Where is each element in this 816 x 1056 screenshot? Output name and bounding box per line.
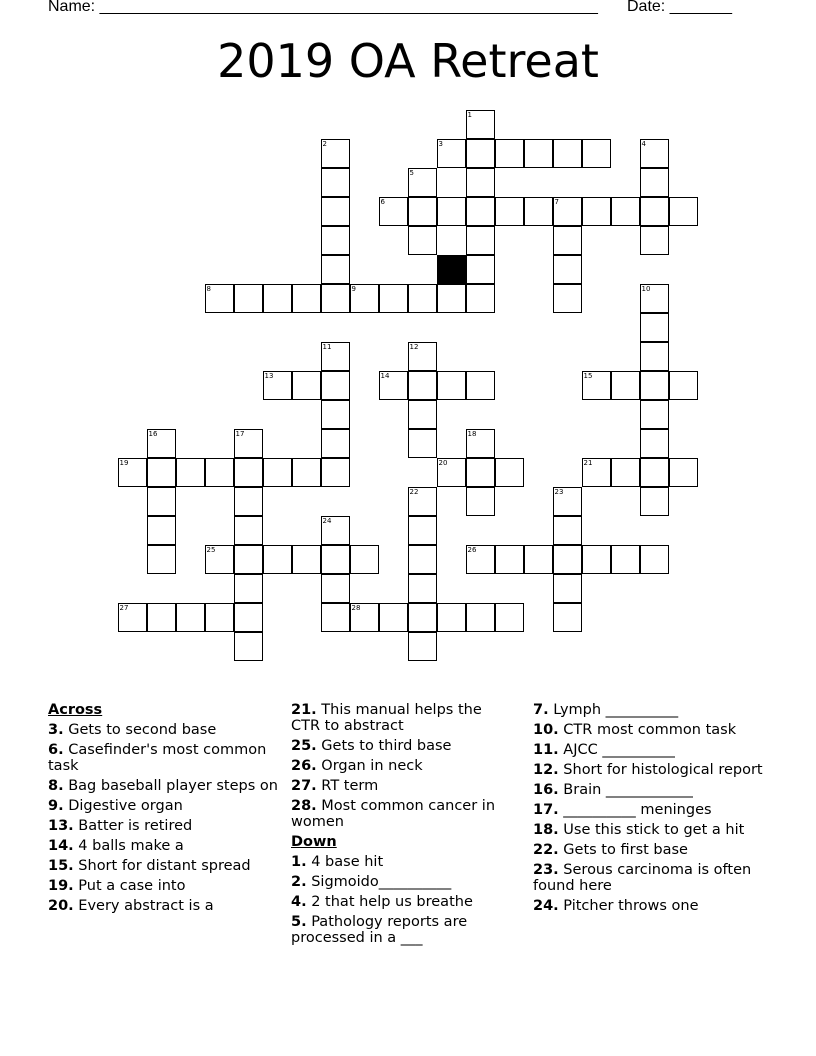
clue-number: 8. — [48, 778, 64, 794]
grid-cell[interactable] — [640, 458, 669, 487]
grid-cell[interactable] — [437, 139, 466, 168]
grid-cell[interactable] — [466, 371, 495, 400]
clue-column-2 — [291, 702, 506, 950]
clue-item — [48, 898, 278, 914]
clue-item — [533, 802, 768, 818]
grid-cell[interactable] — [321, 342, 350, 371]
date-field-label: Date: _______ — [627, 0, 732, 15]
clue-text: Serous carcinoma is often found here — [533, 862, 752, 894]
grid-cell[interactable] — [176, 603, 205, 632]
cell-number: 27 — [119, 603, 129, 612]
grid-cell[interactable] — [408, 545, 437, 574]
grid-cell[interactable] — [495, 545, 524, 574]
grid-cell[interactable] — [466, 139, 495, 168]
grid-cell[interactable] — [640, 400, 669, 429]
grid-cell[interactable] — [611, 458, 640, 487]
clue-number: 22. — [533, 842, 559, 858]
clue-number: 19. — [48, 878, 74, 894]
clue-text: CTR most common task — [558, 722, 737, 738]
grid-cell[interactable] — [379, 371, 408, 400]
cell-number: 14 — [380, 371, 390, 380]
grid-cell[interactable] — [495, 197, 524, 226]
grid-cell[interactable] — [640, 342, 669, 371]
grid-cell[interactable] — [205, 603, 234, 632]
clue-text: Short for histological report — [558, 762, 763, 778]
clue-item — [291, 702, 506, 734]
grid-cell[interactable] — [495, 139, 524, 168]
grid-cell[interactable] — [292, 284, 321, 313]
clue-item — [533, 822, 768, 838]
grid-cell[interactable] — [611, 197, 640, 226]
clue-text: Sigmoido__________ — [306, 874, 452, 890]
cell-number: 20 — [438, 458, 448, 467]
grid-cell[interactable] — [408, 487, 437, 516]
grid-cell[interactable] — [553, 487, 582, 516]
grid-cell[interactable] — [147, 487, 176, 516]
grid-cell[interactable] — [408, 574, 437, 603]
clue-number: 11. — [533, 742, 559, 758]
grid-cell[interactable] — [582, 545, 611, 574]
grid-cell[interactable] — [234, 458, 263, 487]
grid-cell[interactable] — [205, 545, 234, 574]
clue-text: Organ in neck — [316, 758, 423, 774]
grid-cell[interactable] — [466, 545, 495, 574]
grid-cell[interactable] — [408, 400, 437, 429]
grid-cell[interactable] — [553, 574, 582, 603]
grid-cell[interactable] — [205, 458, 234, 487]
clue-item — [533, 722, 768, 738]
clue-item — [291, 894, 506, 910]
grid-cell[interactable] — [524, 139, 553, 168]
clue-item — [291, 758, 506, 774]
clue-number: 13. — [48, 818, 74, 834]
grid-cell[interactable] — [640, 429, 669, 458]
clue-number: 10. — [533, 722, 559, 738]
cell-number: 8 — [206, 284, 211, 293]
clue-item — [48, 858, 278, 874]
clue-item — [533, 842, 768, 858]
grid-cell[interactable] — [321, 284, 350, 313]
clue-number: 20. — [48, 898, 74, 914]
grid-cell[interactable] — [234, 284, 263, 313]
grid-cell[interactable] — [408, 603, 437, 632]
grid-cell[interactable] — [640, 284, 669, 313]
clue-item — [533, 782, 768, 798]
clue-text: Digestive organ — [63, 798, 183, 814]
grid-cell[interactable] — [466, 226, 495, 255]
clue-text: Put a case into — [73, 878, 186, 894]
grid-cell[interactable] — [321, 429, 350, 458]
clue-number: 15. — [48, 858, 74, 874]
grid-cell[interactable] — [640, 487, 669, 516]
grid-cell[interactable] — [234, 516, 263, 545]
grid-cell[interactable] — [321, 545, 350, 574]
grid-cell[interactable] — [321, 603, 350, 632]
cell-number: 15 — [583, 371, 593, 380]
clue-text: Gets to second base — [63, 722, 217, 738]
name-field-label: Name: ________________________________________________________ — [48, 0, 598, 15]
clue-number: 23. — [533, 862, 559, 878]
grid-cell[interactable] — [379, 603, 408, 632]
clue-item — [291, 854, 506, 870]
grid-cell[interactable] — [321, 400, 350, 429]
cell-number: 12 — [409, 342, 419, 351]
grid-cell[interactable] — [408, 342, 437, 371]
cell-number: 7 — [554, 197, 559, 206]
grid-cell[interactable] — [321, 197, 350, 226]
cell-number: 25 — [206, 545, 216, 554]
grid-cell[interactable] — [466, 487, 495, 516]
clue-item — [48, 722, 278, 738]
grid-cell[interactable] — [437, 458, 466, 487]
grid-cell[interactable] — [321, 168, 350, 197]
clue-item — [291, 738, 506, 754]
cell-number: 26 — [467, 545, 477, 554]
cell-number: 17 — [235, 429, 245, 438]
cell-number: 10 — [641, 284, 651, 293]
clue-text: Bag baseball player steps on — [63, 778, 278, 794]
cell-number: 13 — [264, 371, 274, 380]
clue-text: Gets to first base — [558, 842, 688, 858]
grid-cell[interactable] — [466, 429, 495, 458]
grid-cell[interactable] — [321, 371, 350, 400]
grid-cell[interactable] — [611, 545, 640, 574]
grid-cell[interactable] — [205, 284, 234, 313]
grid-cell[interactable] — [640, 545, 669, 574]
clue-number: 21. — [291, 702, 317, 718]
grid-cell[interactable] — [466, 458, 495, 487]
grid-cell[interactable] — [263, 371, 292, 400]
grid-cell[interactable] — [640, 168, 669, 197]
grid-cell[interactable] — [582, 197, 611, 226]
grid-cell[interactable] — [582, 139, 611, 168]
grid-cell[interactable] — [466, 110, 495, 139]
clue-item — [291, 778, 506, 794]
grid-cell[interactable] — [147, 516, 176, 545]
clue-text: This manual helps the CTR to abstract — [291, 702, 482, 734]
clue-number: 12. — [533, 762, 559, 778]
clue-text: RT term — [316, 778, 379, 794]
cell-number: 6 — [380, 197, 385, 206]
cell-number: 23 — [554, 487, 564, 496]
grid-cell[interactable] — [321, 516, 350, 545]
grid-cell[interactable] — [466, 603, 495, 632]
clue-number: 24. — [533, 898, 559, 914]
grid-cell[interactable] — [524, 197, 553, 226]
grid-cell[interactable] — [234, 429, 263, 458]
grid-cell[interactable] — [234, 487, 263, 516]
cell-number: 2 — [322, 139, 327, 148]
clue-number: 14. — [48, 838, 74, 854]
grid-cell[interactable] — [321, 226, 350, 255]
grid-cell[interactable] — [408, 632, 437, 661]
clue-item — [48, 838, 278, 854]
grid-cell[interactable] — [553, 516, 582, 545]
cell-number: 16 — [148, 429, 158, 438]
grid-cell[interactable] — [321, 458, 350, 487]
clue-item — [533, 862, 768, 894]
clue-text: 4 base hit — [306, 854, 384, 870]
cell-number: 18 — [467, 429, 477, 438]
clue-number: 26. — [291, 758, 317, 774]
grid-cell[interactable] — [611, 371, 640, 400]
clue-column-1 — [48, 702, 278, 918]
grid-cell[interactable] — [379, 284, 408, 313]
clue-number: 4. — [291, 894, 307, 910]
grid-cell[interactable] — [292, 545, 321, 574]
clue-text: Batter is retired — [73, 818, 193, 834]
grid-cell[interactable] — [669, 197, 698, 226]
clue-number: 6. — [48, 742, 64, 758]
grid-cell[interactable] — [321, 574, 350, 603]
grid-cell[interactable] — [669, 458, 698, 487]
clue-number: 9. — [48, 798, 64, 814]
clue-item — [48, 818, 278, 834]
grid-cell[interactable] — [408, 226, 437, 255]
grid-cell[interactable] — [147, 603, 176, 632]
grid-cell[interactable] — [437, 197, 466, 226]
grid-cell[interactable] — [176, 458, 205, 487]
grid-cell[interactable] — [466, 284, 495, 313]
grid-cell[interactable] — [234, 574, 263, 603]
clue-text: Use this stick to get a hit — [558, 822, 745, 838]
grid-cell[interactable] — [582, 371, 611, 400]
grid-cell[interactable] — [466, 255, 495, 284]
grid-cell[interactable] — [408, 429, 437, 458]
clue-text: Pathology reports are processed in a ___ — [291, 914, 468, 946]
clue-number: 27. — [291, 778, 317, 794]
clue-text: 2 that help us breathe — [306, 894, 473, 910]
clue-text: Most common cancer in women — [291, 798, 496, 830]
grid-cell[interactable] — [466, 168, 495, 197]
grid-cell[interactable] — [263, 458, 292, 487]
grid-cell[interactable] — [553, 603, 582, 632]
clue-number: 2. — [291, 874, 307, 890]
clue-text: Gets to third base — [316, 738, 452, 754]
clue-text: Brain ____________ — [558, 782, 693, 798]
clue-item — [291, 798, 506, 830]
clue-number: 18. — [533, 822, 559, 838]
grid-cell[interactable] — [640, 139, 669, 168]
grid-cell[interactable] — [263, 284, 292, 313]
grid-cell[interactable] — [234, 603, 263, 632]
cell-number: 4 — [641, 139, 646, 148]
clue-column-3 — [533, 702, 768, 918]
grid-cell[interactable] — [118, 458, 147, 487]
grid-cell[interactable] — [234, 632, 263, 661]
grid-cell[interactable] — [292, 458, 321, 487]
grid-cell[interactable] — [640, 226, 669, 255]
clue-text: Lymph __________ — [548, 702, 679, 718]
grid-cell[interactable] — [640, 313, 669, 342]
cell-number: 22 — [409, 487, 419, 496]
clue-text: Short for distant spread — [73, 858, 251, 874]
grid-cell[interactable] — [408, 516, 437, 545]
clue-text: 4 balls make a — [73, 838, 184, 854]
clue-text: Casefinder's most common task — [48, 742, 267, 774]
grid-cell[interactable] — [553, 284, 582, 313]
grid-cell[interactable] — [437, 284, 466, 313]
clue-text: __________ meninges — [558, 802, 712, 818]
grid-cell[interactable] — [669, 371, 698, 400]
grid-cell[interactable] — [553, 255, 582, 284]
grid-cell[interactable] — [408, 284, 437, 313]
clue-item — [48, 798, 278, 814]
clue-number: 25. — [291, 738, 317, 754]
clue-number: 16. — [533, 782, 559, 798]
grid-cell[interactable] — [379, 197, 408, 226]
clue-number: 3. — [48, 722, 64, 738]
clue-item — [533, 762, 768, 778]
clue-section-heading: Down — [291, 834, 337, 850]
grid-cell[interactable] — [321, 139, 350, 168]
grid-cell[interactable] — [408, 168, 437, 197]
clue-item — [533, 898, 768, 914]
grid-cell[interactable] — [437, 603, 466, 632]
grid-cell[interactable] — [147, 458, 176, 487]
grid-cell[interactable] — [292, 371, 321, 400]
grid-cell[interactable] — [524, 545, 553, 574]
puzzle-title: 2019 OA Retreat — [217, 34, 599, 88]
grid-cell[interactable] — [553, 226, 582, 255]
cell-number: 24 — [322, 516, 332, 525]
grid-cell[interactable] — [495, 603, 524, 632]
clue-text: Every abstract is a — [73, 898, 214, 914]
clue-item — [48, 742, 278, 774]
clue-item — [291, 914, 506, 946]
cell-number: 28 — [351, 603, 361, 612]
cell-number: 5 — [409, 168, 414, 177]
grid-cell[interactable] — [234, 545, 263, 574]
grid-cell[interactable] — [553, 197, 582, 226]
cell-number: 21 — [583, 458, 593, 467]
grid-cell[interactable] — [640, 197, 669, 226]
cell-number: 9 — [351, 284, 356, 293]
clue-item — [291, 874, 506, 890]
clue-text: AJCC __________ — [558, 742, 675, 758]
grid-cell[interactable] — [350, 284, 379, 313]
cell-number: 1 — [467, 110, 472, 119]
grid-cell[interactable] — [321, 255, 350, 284]
grid-cell[interactable] — [263, 545, 292, 574]
grid-cell[interactable] — [466, 197, 495, 226]
black-cell — [437, 255, 466, 284]
clue-number: 17. — [533, 802, 559, 818]
clue-item — [533, 702, 768, 718]
grid-cell[interactable] — [437, 371, 466, 400]
cell-number: 19 — [119, 458, 129, 467]
grid-cell[interactable] — [118, 603, 147, 632]
clue-item — [48, 878, 278, 894]
cell-number: 3 — [438, 139, 443, 148]
grid-cell[interactable] — [495, 458, 524, 487]
clue-number: 28. — [291, 798, 317, 814]
clue-number: 1. — [291, 854, 307, 870]
grid-cell[interactable] — [408, 197, 437, 226]
clue-item — [533, 742, 768, 758]
grid-cell[interactable] — [408, 371, 437, 400]
grid-cell[interactable] — [147, 545, 176, 574]
grid-cell[interactable] — [350, 603, 379, 632]
grid-cell[interactable] — [147, 429, 176, 458]
grid-cell[interactable] — [553, 545, 582, 574]
grid-cell[interactable] — [553, 139, 582, 168]
clue-text: Pitcher throws one — [558, 898, 699, 914]
grid-cell[interactable] — [640, 371, 669, 400]
clue-number: 7. — [533, 702, 549, 718]
clue-section-heading: Across — [48, 702, 103, 718]
clue-item — [48, 778, 278, 794]
grid-cell[interactable] — [582, 458, 611, 487]
cell-number: 11 — [322, 342, 332, 351]
grid-cell[interactable] — [350, 545, 379, 574]
clue-number: 5. — [291, 914, 307, 930]
